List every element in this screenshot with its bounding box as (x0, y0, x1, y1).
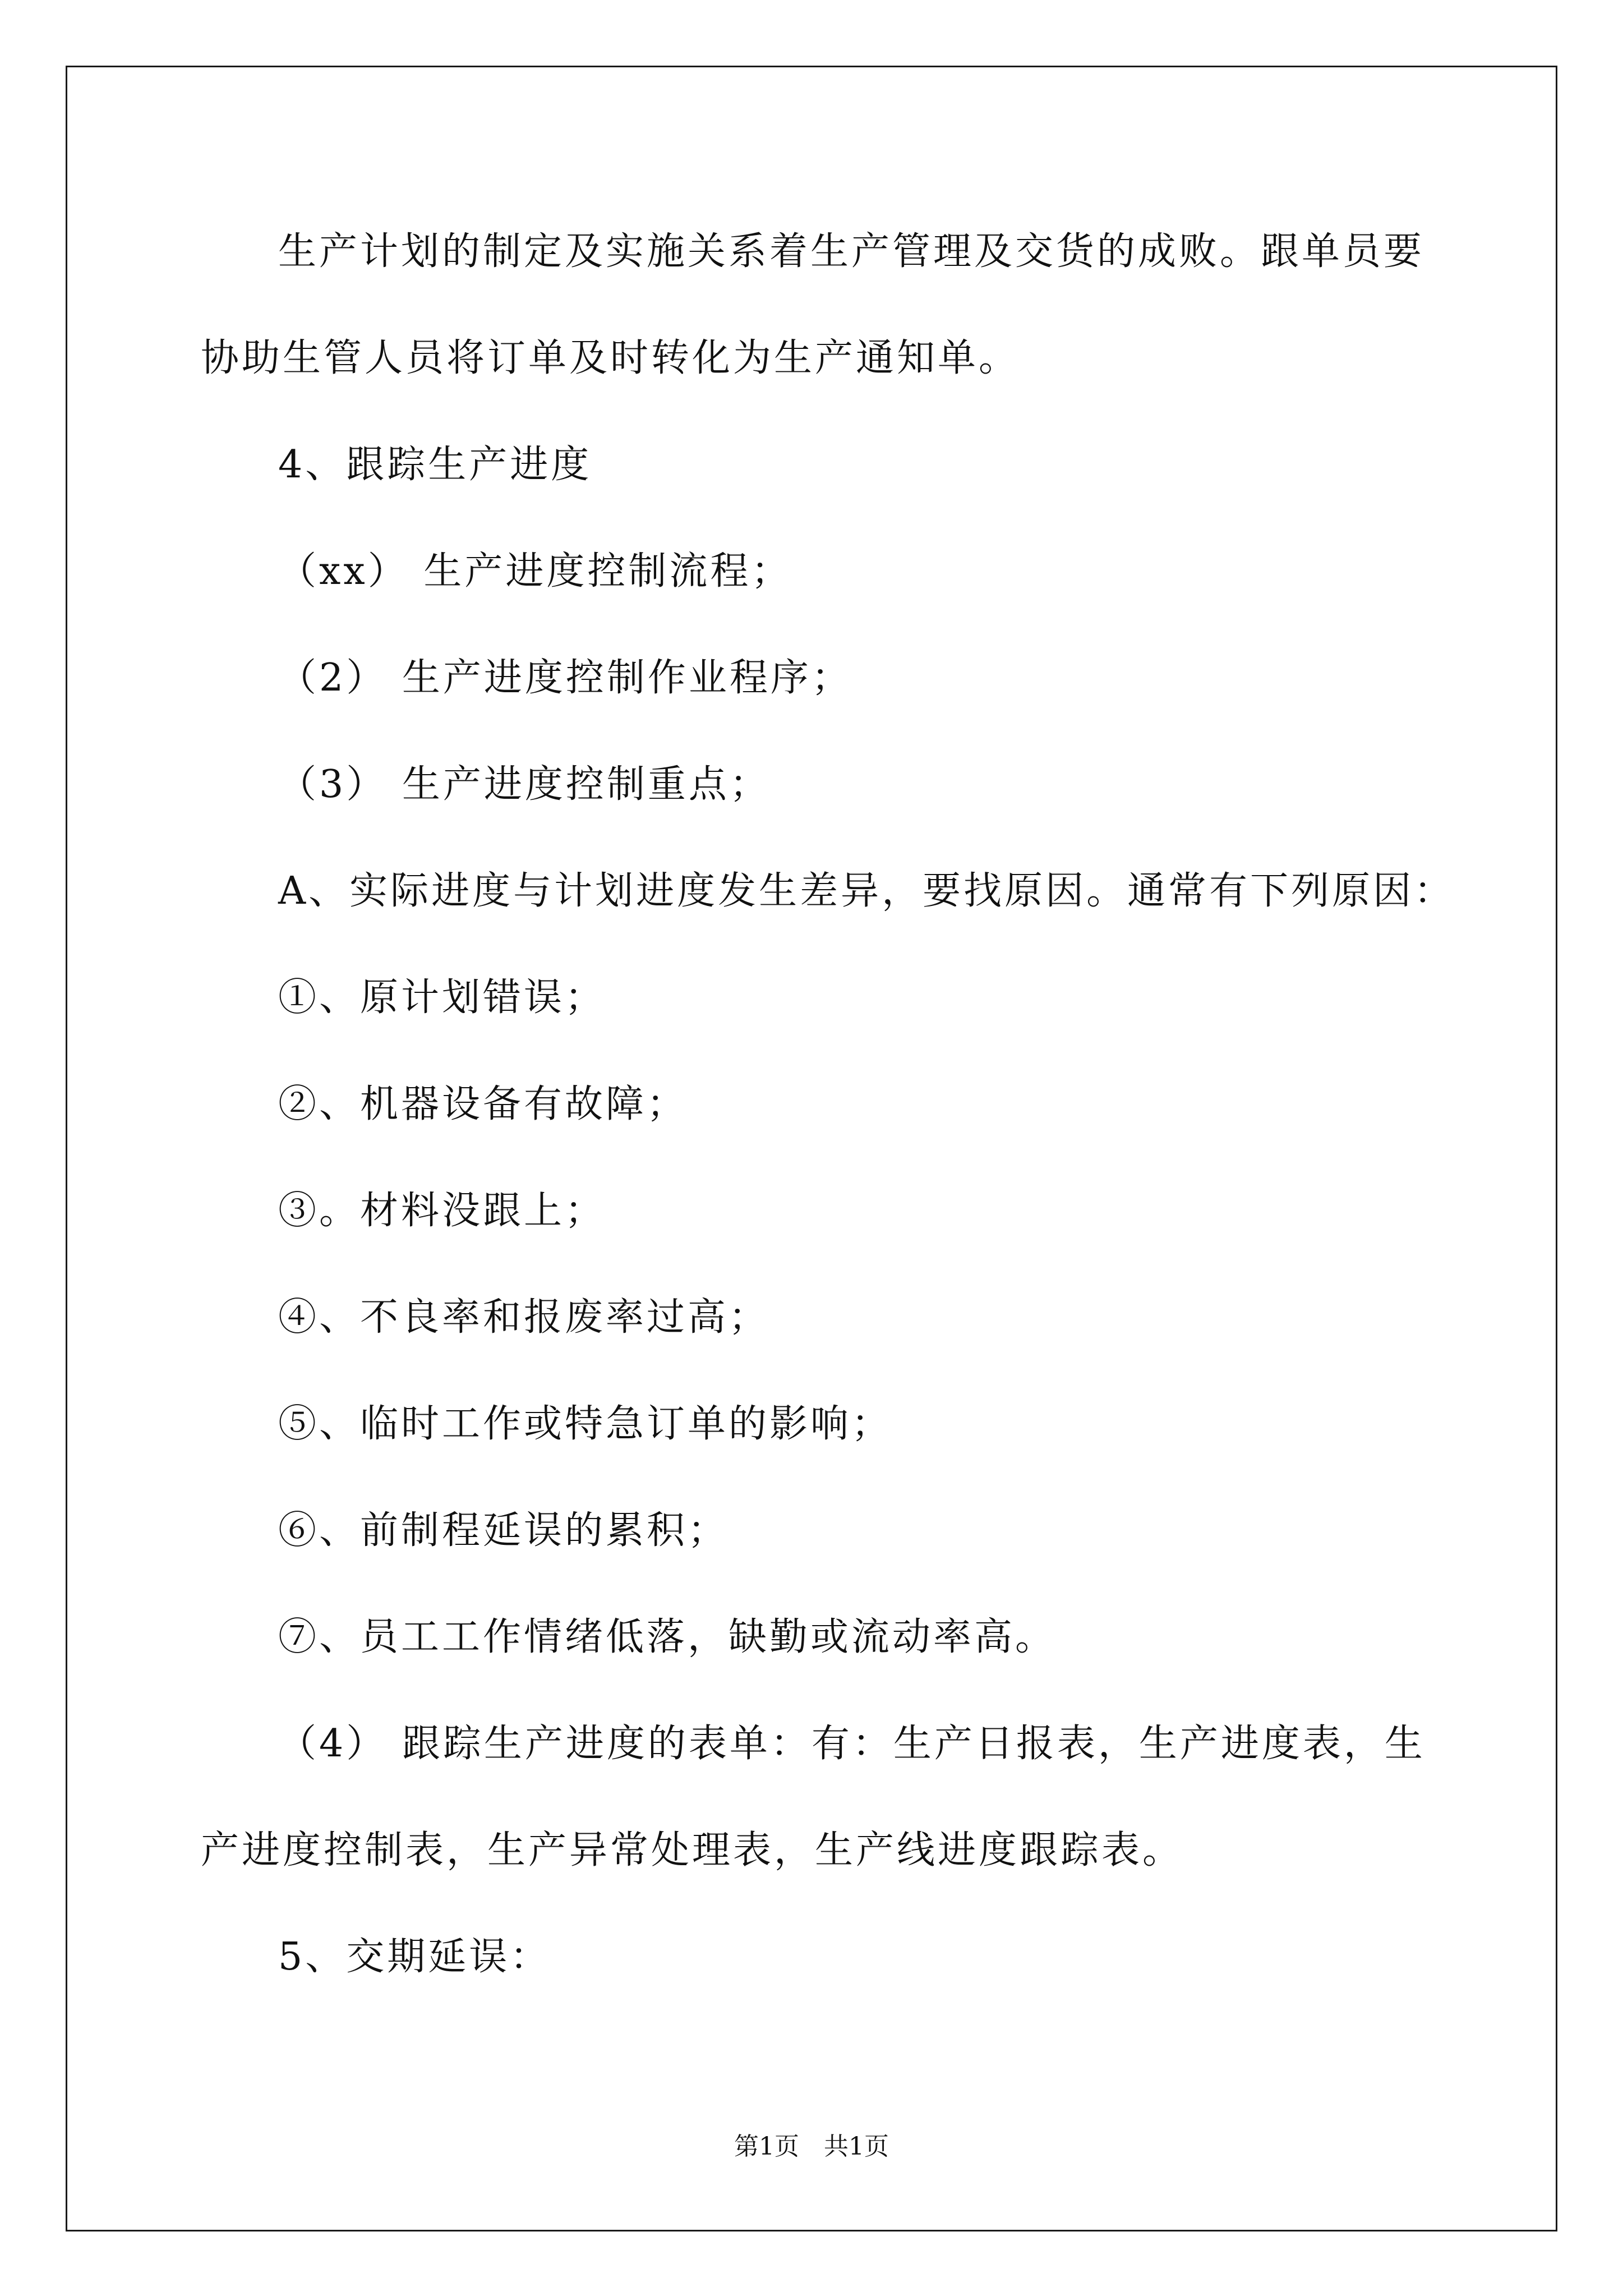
paragraph-line: 产进度控制表，生产异常处理表，生产线进度跟踪表。 (201, 1828, 1184, 1872)
paragraph-line: 生产计划的制定及实施关系着生产管理及交货的成败。跟单员要 (278, 229, 1425, 274)
document-body (201, 199, 1502, 2010)
list-item: （4） 跟踪生产进度的表单：有：生产日报表，生产进度表，生 (278, 1722, 1426, 1766)
list-item: ⑦、员工工作情绪低落，缺勤或流动率高。 (278, 1615, 1057, 1659)
list-item: ④、不良率和报废率过高； (278, 1295, 770, 1340)
list-item: （xx） 生产进度控制流程； (278, 549, 792, 593)
list-item: ②、机器设备有故障； (278, 1082, 688, 1126)
list-item: ①、原计划错误； (278, 976, 606, 1020)
list-item: ③。材料没跟上； (278, 1189, 606, 1233)
list-item: （3） 生产进度控制重点； (278, 762, 771, 807)
list-item: （2） 生产进度控制作业程序； (278, 656, 852, 700)
list-item: ⑤、临时工作或特急订单的影响； (278, 1402, 893, 1446)
section-heading: 4、跟踪生产进度 (278, 443, 592, 487)
page-number-footer: 第1页 共1页 (734, 2132, 889, 2161)
paragraph-line: A、实际进度与计划进度发生差异，要找原因。通常有下列原因： (278, 869, 1455, 913)
paragraph-line: 协助生管人员将订单及时转化为生产通知单。 (201, 336, 1020, 380)
section-heading: 5、交期延误： (278, 1935, 551, 1979)
list-item: ⑥、前制程延误的累积； (278, 1508, 729, 1553)
